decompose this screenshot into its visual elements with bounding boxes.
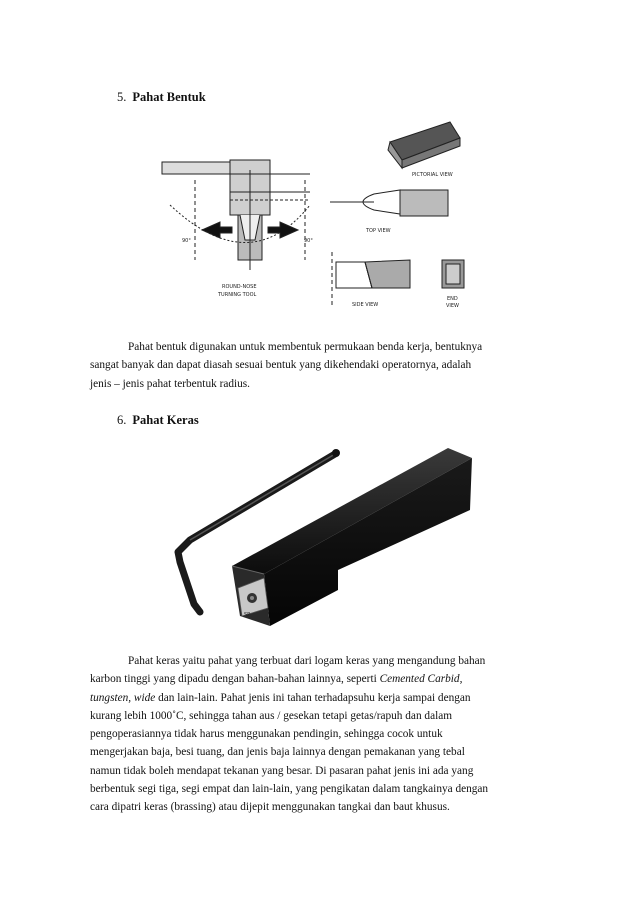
round-nose-tool-figure bbox=[160, 110, 480, 320]
end-view-label-line2: VIEW bbox=[446, 303, 459, 309]
paragraph-line: namun tidak boleh mendapat tekanan yang besar. Di pasaran pahat jenis ini ada yang bbox=[90, 764, 474, 777]
paragraph-line: cara dipatri keras (brassing) atau dijepit menggunakan tangkai dan baut khusus. bbox=[90, 801, 450, 814]
section-6-title: Pahat Keras bbox=[132, 413, 199, 427]
insert-marking: SP bbox=[244, 612, 251, 618]
section-6-paragraph bbox=[90, 652, 545, 817]
section-6-number: 6. bbox=[117, 413, 127, 427]
top-view-label: TOP VIEW bbox=[366, 228, 391, 234]
paragraph-line: pengoperasiannya tidak harus menggunakan pendingin, sehingga cocok untuk bbox=[90, 728, 443, 741]
paragraph-line: Pahat keras yaitu pahat yang terbuat dari logam keras yang mengandung bahan bbox=[128, 655, 486, 667]
paragraph-line: kurang lebih 1000˚C, sehingga tahan aus / gesekan tetapi getas/rapuh dan dalam bbox=[90, 709, 453, 722]
paragraph-line: sangat banyak dan dapat diasah sesuai bentuk yang dikehendaki operatornya, adalah bbox=[90, 359, 472, 372]
paragraph-text: karbon tinggi yang dipadu dengan bahan-bahan lainnya, seperti bbox=[90, 673, 380, 686]
pictorial-view-drawing bbox=[388, 122, 460, 168]
section-5-number: 5. bbox=[117, 90, 127, 104]
top-view-drawing bbox=[330, 190, 448, 216]
end-view-label-line1: END bbox=[447, 296, 458, 302]
paragraph-line bbox=[90, 670, 545, 688]
pictorial-view-label: PICTORIAL VIEW bbox=[412, 172, 453, 178]
angle-left-label: 90° bbox=[182, 238, 191, 244]
tool-holder-bar bbox=[232, 448, 472, 626]
side-view-label: SIDE VIEW bbox=[352, 302, 379, 308]
side-view-drawing bbox=[332, 252, 410, 305]
paragraph-line bbox=[90, 689, 545, 707]
section-5-title: Pahat Bentuk bbox=[132, 90, 206, 104]
paragraph-italic-text: Cemented Carbid, bbox=[379, 673, 463, 686]
section-5-paragraph bbox=[90, 338, 545, 393]
paragraph-italic-text: tungsten, wide bbox=[90, 691, 156, 704]
paragraph-line: Pahat bentuk digunakan untuk membentuk permukaan benda kerja, bentuknya bbox=[128, 341, 483, 353]
angle-right-label: 90° bbox=[304, 238, 313, 244]
end-view-drawing bbox=[442, 260, 464, 288]
tool-label-line1: ROUND-NOSE bbox=[222, 284, 257, 290]
paragraph-line: mengerjakan baja, besi tuang, dan jenis baja lainnya dengan pemakanan yang tebal bbox=[90, 746, 465, 759]
tool-label-line2: TURNING TOOL bbox=[218, 292, 257, 298]
section-5-heading bbox=[117, 90, 206, 105]
turning-setup-drawing bbox=[162, 160, 310, 270]
paragraph-line: jenis – jenis pahat terbentuk radius. bbox=[90, 377, 250, 390]
paragraph-text: dan lain-lain. Pahat jenis ini tahan terhadapsuhu kerja sampai dengan bbox=[155, 691, 471, 704]
paragraph-line: berbentuk segi tiga, segi empat dan lain-lain, yang pengikatan dalam tangkainya dengan bbox=[90, 783, 489, 796]
carbide-tool-holder-photo bbox=[160, 440, 480, 650]
section-6-heading bbox=[117, 413, 199, 428]
